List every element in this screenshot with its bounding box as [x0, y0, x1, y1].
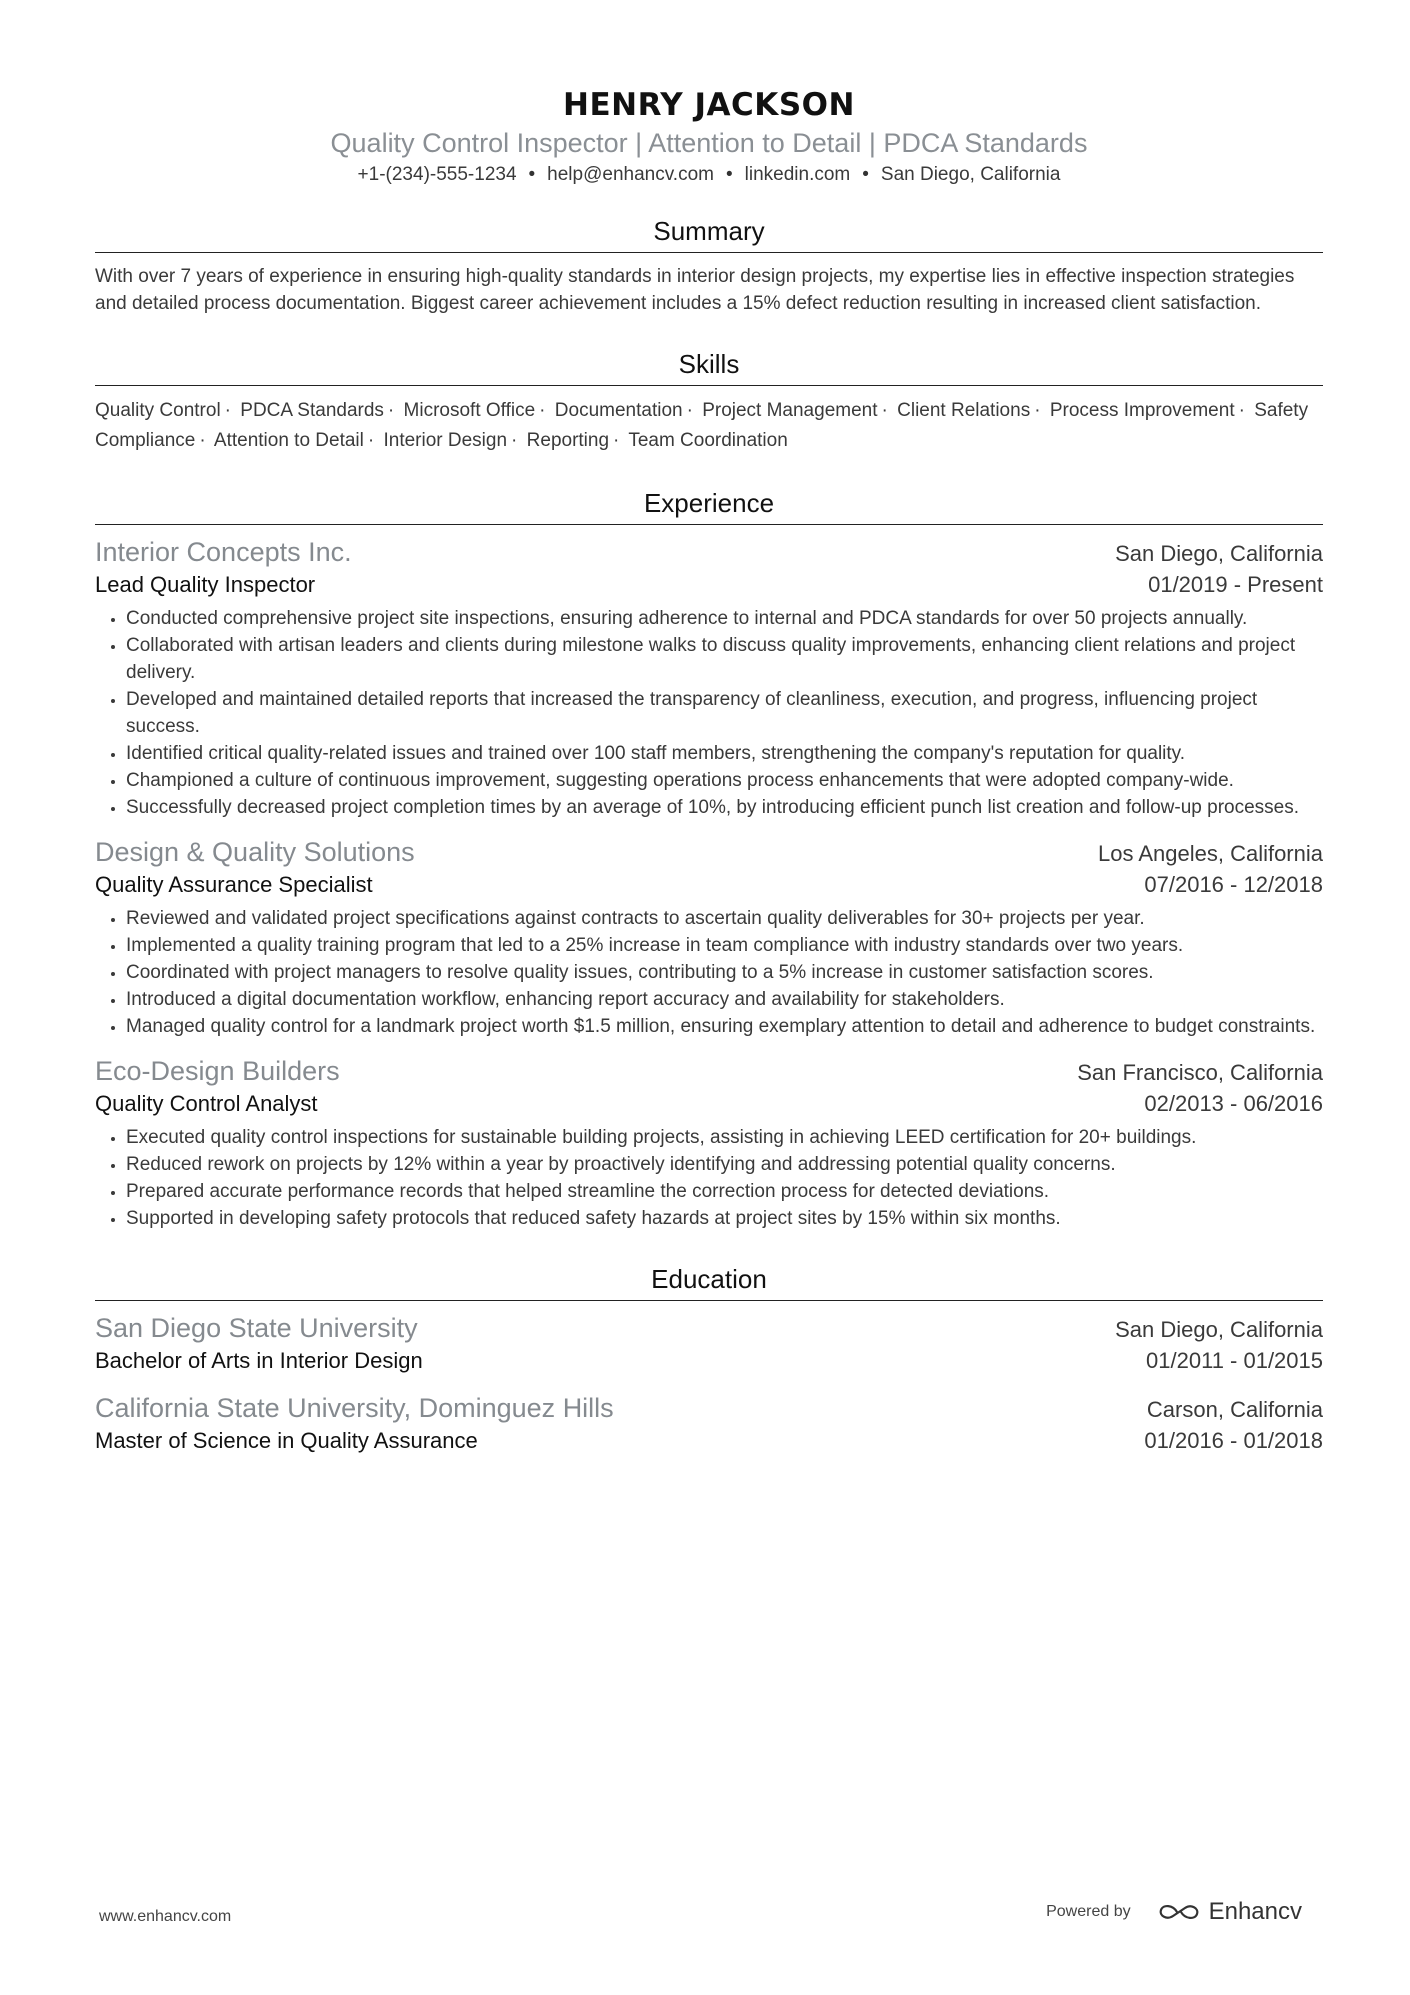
school-name: San Diego State University: [95, 1313, 418, 1343]
entry-header: [95, 535, 1323, 569]
skill-separator: ·: [613, 430, 620, 451]
section-title-education: Education: [95, 1262, 1323, 1301]
experience-list: [95, 535, 1323, 1232]
footer-website[interactable]: www.enhancv.com: [99, 1908, 232, 1925]
degree: Master of Science in Quality Assurance: [95, 1428, 478, 1453]
achievement-item: • Identified critical quality-related issues and trained over 100 staff members, strengthening the company's reputation for quality.: [126, 740, 1323, 767]
achievement-item: • Collaborated with artisan leaders and clients during milestone walks to discuss quality improvements, enhancing client relations and project delivery.: [126, 632, 1323, 686]
achievement-item: • Managed quality control for a landmark project worth $1.5 million, ensuring exemplary attention to detail and adherence to budget constraints.: [126, 1013, 1323, 1040]
achievement-item: • Reduced rework on projects by 12% within a year by proactively identifying and addressing potential quality concerns.: [126, 1151, 1323, 1178]
job-location: San Diego, California: [1115, 541, 1323, 566]
education-entry: [95, 1311, 1323, 1377]
powered-by-label: Powered by: [1046, 1903, 1131, 1920]
email: help@enhancv.com: [547, 164, 714, 185]
skill-item: Documentation: [554, 400, 683, 421]
company-name: Design & Quality Solutions: [95, 837, 415, 867]
skill-item: Microsoft Office: [403, 400, 536, 421]
entry-subheader: [95, 1345, 1323, 1377]
achievement-item: • Supported in developing safety protocols that reduced safety hazards at project sites by 15% within six months.: [126, 1205, 1323, 1232]
skill-item: Interior Design: [383, 430, 508, 451]
skill-item: Quality Control: [95, 400, 221, 421]
bullet-separator: •: [528, 164, 536, 185]
entry-subheader: [95, 1425, 1323, 1457]
bullet-separator: •: [862, 164, 869, 185]
education-entry: [95, 1391, 1323, 1457]
experience-entry: [95, 1054, 1323, 1232]
footer-branding: [1046, 1898, 1302, 1926]
brand-name: Enhancv: [1208, 1898, 1302, 1925]
summary-section: [95, 214, 1323, 317]
job-title: Quality Control Analyst: [95, 1091, 318, 1116]
headline: Quality Control Inspector | Attention to Detail | PDCA Standards: [330, 128, 1088, 158]
brand[interactable]: [1157, 1898, 1302, 1926]
job-title: Quality Assurance Specialist: [95, 872, 373, 897]
section-title-experience: Experience: [95, 486, 1323, 525]
skill-item: Reporting: [526, 430, 610, 451]
skill-item: Project Management: [702, 400, 878, 421]
achievement-list: [95, 605, 1323, 821]
skill-separator: ·: [199, 430, 206, 451]
job-dates: 02/2013 - 06/2016: [1144, 1091, 1323, 1116]
contact-line: [95, 162, 1323, 188]
entry-subheader: [95, 1088, 1323, 1120]
study-dates: 01/2016 - 01/2018: [1144, 1428, 1323, 1453]
company-name: Eco-Design Builders: [95, 1056, 340, 1086]
skill-separator: ·: [539, 400, 546, 421]
experience-section: [95, 486, 1323, 1232]
achievement-list: [95, 1124, 1323, 1232]
experience-entry: [95, 535, 1323, 821]
skill-separator: ·: [224, 400, 231, 421]
skill-item: Safety Compliance: [95, 400, 1309, 451]
achievement-item: • Reviewed and validated project specifications against contracts to ascertain quality deliverables for 30+ projects per year.: [126, 905, 1323, 932]
achievement-item: • Implemented a quality training program that led to a 25% increase in team compliance with industry standards over two years.: [126, 932, 1323, 959]
degree: Bachelor of Arts in Interior Design: [95, 1348, 423, 1373]
location: San Diego, California: [880, 164, 1061, 185]
achievement-item: • Conducted comprehensive project site inspections, ensuring adherence to internal and PDCA standards for over 50 projects annually.: [126, 605, 1323, 632]
section-title-summary: Summary: [95, 214, 1323, 253]
entry-header: [95, 1391, 1323, 1425]
summary-text: With over 7 years of experience in ensuring high-quality standards in interior design projects, my expertise lies in effective inspection strategies and detailed process documentation. Biggest career achievement includes a 15% defect reduction resulting in increased client satisfaction.: [95, 266, 1295, 314]
job-dates: 01/2019 - Present: [1148, 572, 1323, 597]
skill-separator: ·: [1238, 400, 1245, 421]
achievement-item: • Prepared accurate performance records that helped streamline the correction process for detected deviations.: [126, 1178, 1323, 1205]
resume-page: [95, 84, 1323, 1457]
school-name: California State University, Dominguez Hills: [95, 1393, 614, 1423]
skill-separator: ·: [1034, 400, 1041, 421]
school-location: San Diego, California: [1115, 1317, 1323, 1342]
education-section: [95, 1262, 1323, 1457]
linkedin: linkedin.com: [744, 164, 851, 185]
skill-item: PDCA Standards: [240, 400, 384, 421]
skill-item: Client Relations: [897, 400, 1031, 421]
company-name: Interior Concepts Inc.: [95, 537, 352, 567]
skill-separator: ·: [511, 430, 518, 451]
phone: +1-(234)-555-1234: [357, 164, 517, 185]
education-list: [95, 1311, 1323, 1457]
skills-section: [95, 347, 1323, 456]
achievement-list: [95, 905, 1323, 1040]
candidate-name: HENRY JACKSON: [563, 87, 855, 123]
bullet-separator: •: [725, 164, 733, 185]
achievement-item: • Developed and maintained detailed reports that increased the transparency of cleanliness, execution, and progress, influencing project success.: [126, 686, 1323, 740]
skill-separator: ·: [387, 400, 395, 421]
section-title-skills: Skills: [95, 347, 1323, 386]
achievement-item: • Introduced a digital documentation workflow, enhancing report accuracy and availability for stakeholders.: [126, 986, 1323, 1013]
entry-header: [95, 835, 1323, 869]
job-location: San Francisco, California: [1077, 1060, 1323, 1085]
entry-header: [95, 1311, 1323, 1345]
achievement-item: • Successfully decreased project completion times by an average of 10%, by introducing efficient punch list creation and follow-up processes.: [126, 794, 1323, 821]
job-title: Lead Quality Inspector: [95, 572, 316, 597]
study-dates: 01/2011 - 01/2015: [1146, 1348, 1323, 1373]
job-dates: 07/2016 - 12/2018: [1144, 872, 1323, 897]
job-location: Los Angeles, California: [1097, 841, 1323, 866]
entry-subheader: [95, 569, 1323, 601]
skill-item: Process Improvement: [1049, 400, 1235, 421]
achievement-item: • Executed quality control inspections for sustainable building projects, assisting in achieving LEED certification for 20+ buildings.: [126, 1124, 1323, 1151]
achievement-item: • Coordinated with project managers to resolve quality issues, contributing to a 5% increase in customer satisfaction scores.: [126, 959, 1323, 986]
experience-entry: [95, 835, 1323, 1040]
skill-separator: ·: [881, 400, 888, 421]
enhancv-logo-icon: [1157, 1901, 1201, 1923]
skill-item: Team Coordination: [628, 430, 788, 451]
skills-list: [95, 396, 1323, 456]
entry-subheader: [95, 869, 1323, 901]
skill-item: Attention to Detail: [213, 430, 364, 451]
achievement-item: • Championed a culture of continuous improvement, suggesting operations process enhancements that were adopted company-wide.: [126, 767, 1323, 794]
entry-header: [95, 1054, 1323, 1088]
school-location: Carson, California: [1146, 1397, 1323, 1422]
skill-separator: ·: [686, 400, 693, 421]
skill-separator: ·: [367, 430, 375, 451]
